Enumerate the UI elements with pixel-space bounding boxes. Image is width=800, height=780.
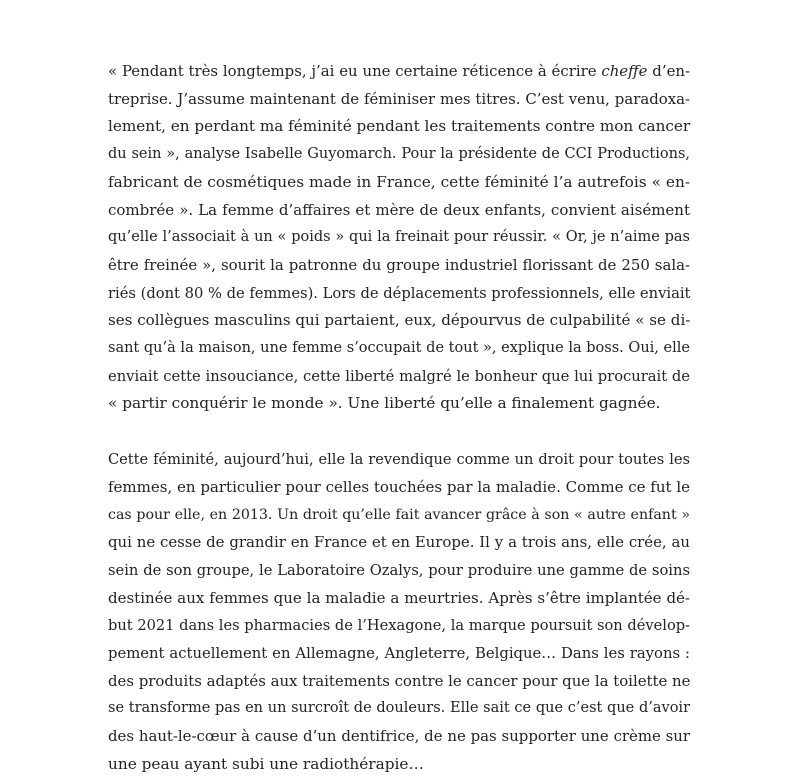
text-line: « Pendant très longtemps, j’ai eu une certaine réticence à écrire cheffe d’en- bbox=[108, 62, 691, 80]
text-line: but 2021 dans les pharmacies de l’Hexagone, la marque poursuit son dévelop- bbox=[108, 617, 690, 635]
text-line: du sein », analyse Isabelle Guyomarch. Pour la présidente de CCI Productions, bbox=[108, 146, 690, 163]
text-line: riés (dont 80 % de femmes). Lors de déplacements professionnels, elle enviait bbox=[108, 284, 691, 302]
text-line: cas pour elle, en 2013. Un droit qu’elle fait avancer grâce à son « autre enfant » bbox=[108, 506, 690, 523]
paragraph-gap bbox=[108, 418, 690, 446]
text-line: lement, en perdant ma féminité pendant les traitements contre mon cancer bbox=[108, 117, 691, 136]
text-line: se transforme pas en un surcroît de douleurs. Elle sait ce que c’est que d’avoir bbox=[108, 700, 690, 717]
text-line: fabricant de cosmétiques made in France, cette féminité l’a autrefois « en- bbox=[108, 172, 690, 191]
text-line: être freinée », sourit la patronne du groupe industriel florissant de 250 sala- bbox=[108, 255, 690, 274]
text-line: enviait cette insouciance, cette liberté malgré le bonheur que lui procurait de bbox=[108, 367, 690, 385]
text-line: des haut-le-cœur à cause d’un dentifrice, de ne pas supporter une crème sur bbox=[108, 727, 690, 746]
text-line: femmes, en particulier pour celles touchées par la maladie. Comme ce fut le bbox=[108, 477, 690, 496]
text-line: treprise. J’assume maintenant de féminiser mes titres. C’est venu, paradoxa- bbox=[108, 89, 690, 108]
paragraph-1 bbox=[108, 58, 690, 418]
article-body bbox=[108, 58, 690, 779]
text-line: qui ne cesse de grandir en France et en Europe. Il y a trois ans, elle crée, au bbox=[108, 533, 690, 552]
text-line: combrée ». La femme d’affaires et mère de deux enfants, convient aisément bbox=[108, 200, 690, 219]
text-line: Cette féminité, aujourd’hui, elle la revendique comme un droit pour toutes les bbox=[108, 451, 690, 469]
text-line: destinée aux femmes que la maladie a meurtries. Après s’être implantée dé- bbox=[108, 588, 690, 607]
text-line: sein de son groupe, le Laboratoire Ozalys, pour produire une gamme de soins bbox=[108, 561, 690, 579]
text-line: « partir conquérir le monde ». Une liberté qu’elle a finalement gagnée. bbox=[108, 394, 661, 413]
text-line: qu’elle l’associait à un « poids » qui la freinait pour réussir. « Or, je n’aime pas bbox=[108, 229, 690, 246]
paragraph-2 bbox=[108, 446, 690, 778]
italic-word: cheffe bbox=[601, 62, 648, 80]
text-line: pement actuellement en Allemagne, Angleterre, Belgique… Dans les rayons : bbox=[108, 645, 690, 663]
text-line: sant qu’à la maison, une femme s’occupait de tout », explique la boss. Oui, elle bbox=[108, 340, 690, 357]
text-line: des produits adaptés aux traitements contre le cancer pour que la toilette ne bbox=[108, 671, 691, 690]
text-line: ses collègues masculins qui partaient, eux, dépourvus de culpabilité « se di- bbox=[108, 311, 691, 330]
text-line: une peau ayant subi une radiothérapie… bbox=[108, 754, 424, 773]
